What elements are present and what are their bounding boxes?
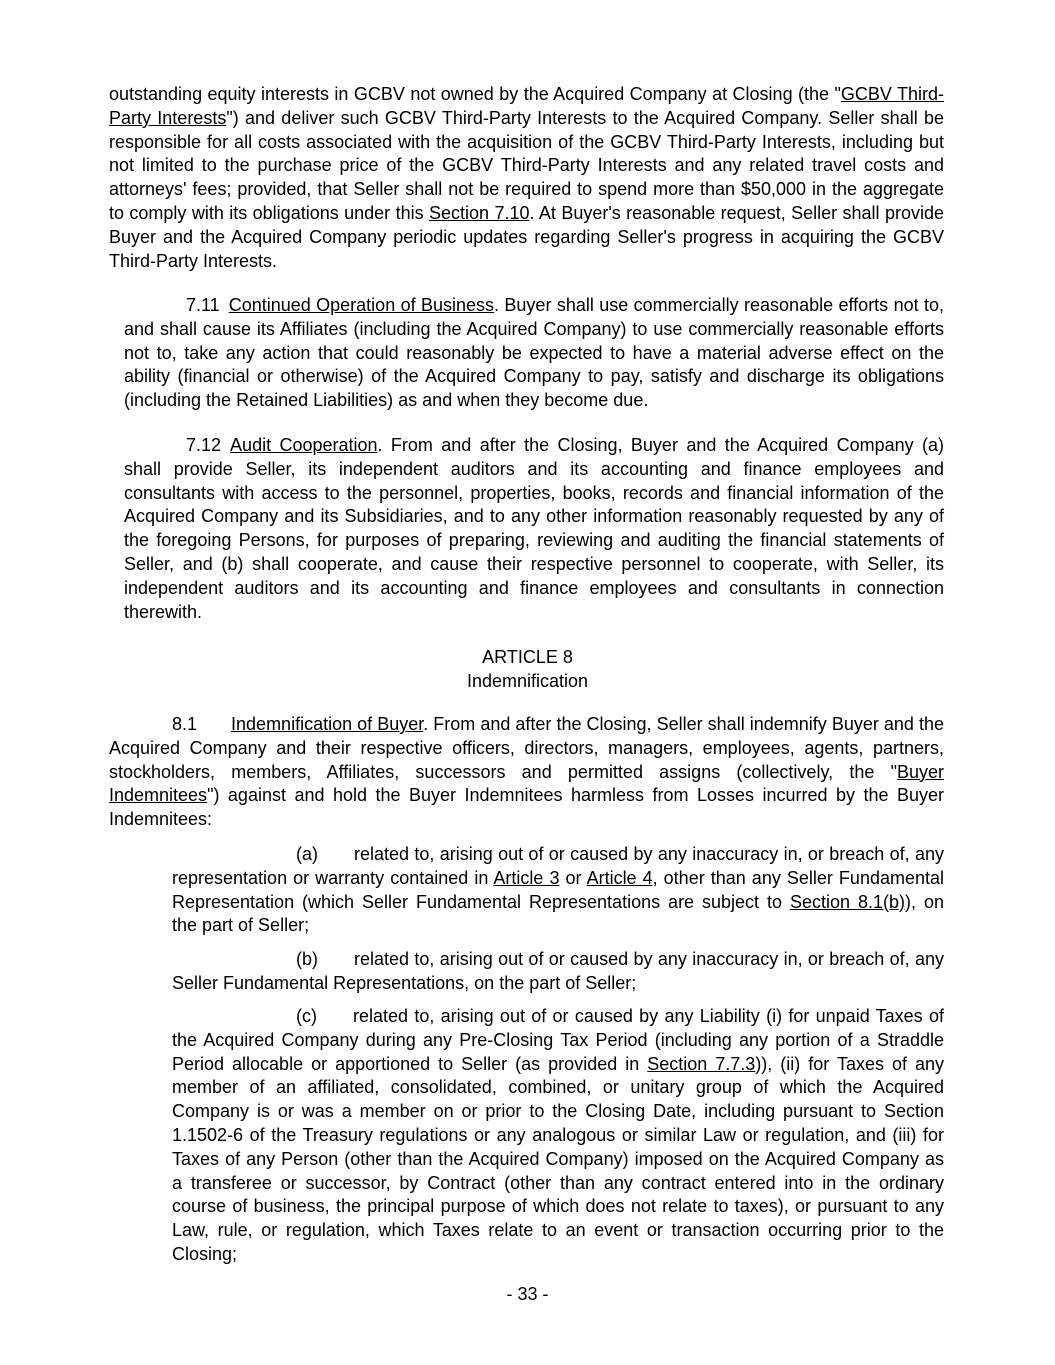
page-number: - 33 - bbox=[506, 1284, 549, 1304]
section-7-12-number: 7.12 bbox=[186, 435, 222, 455]
section-7-11 bbox=[124, 294, 944, 413]
defined-term-gcbv-third-party-interests: GCBV Third-Party Interests bbox=[109, 84, 944, 128]
clause-b-label: (b) bbox=[296, 949, 318, 969]
clause-c-text-2: )), (ii) for Taxes of any member of an affiliated, consolidated, combined, or unitary group of which the Acquired Company is or was a member on or prior to the Closing Date, including pursuant to Section 1.1502-6 of the Treasury regulations or any analogous or similar Law or regulation, and (iii) for Taxes of any Person (other than the Acquired Company) imposed on the Acquired Company as a transferee or successor, by Contract (other than any contract entered into in the ordinary course of business, the principal purpose of which does not relate to taxes), or pursuant to any Law, rule, or regulation, which Taxes relate to an event or transaction occurring prior to the Closing; bbox=[172, 1053, 945, 1264]
clause-b-text: related to, arising out of or caused by any inaccuracy in, or breach of, any Seller Fundamental Representations, on the part of Seller; bbox=[172, 949, 944, 993]
article-subtitle: Indemnification bbox=[466, 671, 589, 691]
p1-text-2: ") and deliver such GCBV Third-Party Interests to the Acquired Company. Seller shall be responsible for all costs associated with the acquisition of the GCBV Third-Party Interests, including but not limited to the purchase price of the GCBV Third-Party Interests and any related travel costs and attorneys' fees; provided, that Seller shall not be required to spend more than $50,000 in the aggregate to comply with its obligations under this bbox=[109, 107, 944, 223]
clause-c-text-1: related to, arising out of or caused by any Liability (i) for unpaid Taxes of the Acquired Company during any Pre-Closing Tax Period (including any portion of a Straddle Period allocable or apportioned to Seller (as provided in bbox=[172, 1006, 944, 1074]
clause-a-label: (a) bbox=[296, 844, 318, 864]
clause-a-text-1: related to, arising out of or caused by any inaccuracy in, or breach of, any representation or warranty contained in bbox=[172, 844, 944, 888]
clause-b bbox=[172, 948, 944, 996]
cross-reference-article-3[interactable]: Article 3 bbox=[493, 867, 560, 888]
section-7-10-continuation bbox=[109, 83, 944, 273]
cross-reference-section-8-1-b[interactable]: Section 8.1(b) bbox=[790, 891, 906, 912]
cross-reference-section-7-10[interactable]: Section 7.10 bbox=[429, 202, 530, 223]
section-7-11-number: 7.11 bbox=[186, 295, 220, 315]
section-7-11-heading: Continued Operation of Business bbox=[228, 295, 495, 315]
section-7-12 bbox=[124, 434, 944, 624]
section-8-1-heading: Indemnification of Buyer bbox=[231, 714, 424, 734]
section-8-1 bbox=[109, 713, 944, 832]
clause-a bbox=[172, 843, 944, 938]
p1-text-3: . At Buyer's reasonable request, Seller shall provide Buyer and the Acquired Company periodic updates regarding Seller's progress in acquiring the GCBV Third-Party Interests. bbox=[109, 202, 944, 271]
p1-text-1: outstanding equity interests in GCBV not owned by the Acquired Company at Closing (the " bbox=[109, 84, 841, 104]
section-8-1-text-2: ") against and hold the Buyer Indemnitees harmless from Losses incurred by the Buyer Indemnitees: bbox=[109, 785, 944, 830]
clause-c bbox=[172, 1005, 944, 1267]
clause-c-label: (c) bbox=[296, 1006, 317, 1026]
section-7-11-text: . Buyer shall use commercially reasonable efforts not to, and shall cause its Affiliates (including the Acquired Company) to use commercially reasonable efforts not to, take any action that could reasonably be expected to have a material adverse effect on the ability (financial or otherwise) of the Acquired Company to pay, satisfy and discharge its obligations (including the Retained Liabilities) as and when they become due. bbox=[124, 295, 944, 411]
clause-a-text-3: , other than any Seller Fundamental Representation (which Seller Fundamental Representations are subject to bbox=[172, 867, 944, 912]
section-7-12-text: . From and after the Closing, Buyer and the Acquired Company (a) shall provide Seller, its independent auditors and its accounting and finance employees and consultants with access to the personnel, properties, books, records and financial information of the Acquired Company and its Subsidiaries, and to any other information reasonably requested by any of the foregoing Persons, for purposes of preparing, reviewing and auditing the financial statements of Seller, and (b) shall cooperate, and cause their respective personnel to cooperate, with Seller, its independent auditors and its accounting and finance employees and consultants in connection therewith. bbox=[124, 435, 944, 622]
cross-reference-article-4[interactable]: Article 4 bbox=[586, 867, 653, 888]
section-7-12-heading: Audit Cooperation bbox=[230, 435, 378, 455]
article-title: ARTICLE 8 bbox=[482, 647, 573, 667]
section-8-1-text-1: . From and after the Closing, Seller shall indemnify Buyer and the Acquired Company and their respective officers, directors, managers, employees, agents, partners, stockholders, members, Affiliates, successors and permitted assigns (collectively, the " bbox=[109, 714, 944, 782]
clause-a-text-4: ), on the part of Seller; bbox=[172, 891, 945, 936]
clause-a-text-2: or bbox=[559, 867, 587, 888]
cross-reference-section-7-7-3[interactable]: Section 7.7.3 bbox=[647, 1053, 756, 1074]
section-8-1-number: 8.1 bbox=[172, 714, 198, 734]
defined-term-buyer-indemnitees: Buyer Indemnitees bbox=[109, 761, 944, 806]
